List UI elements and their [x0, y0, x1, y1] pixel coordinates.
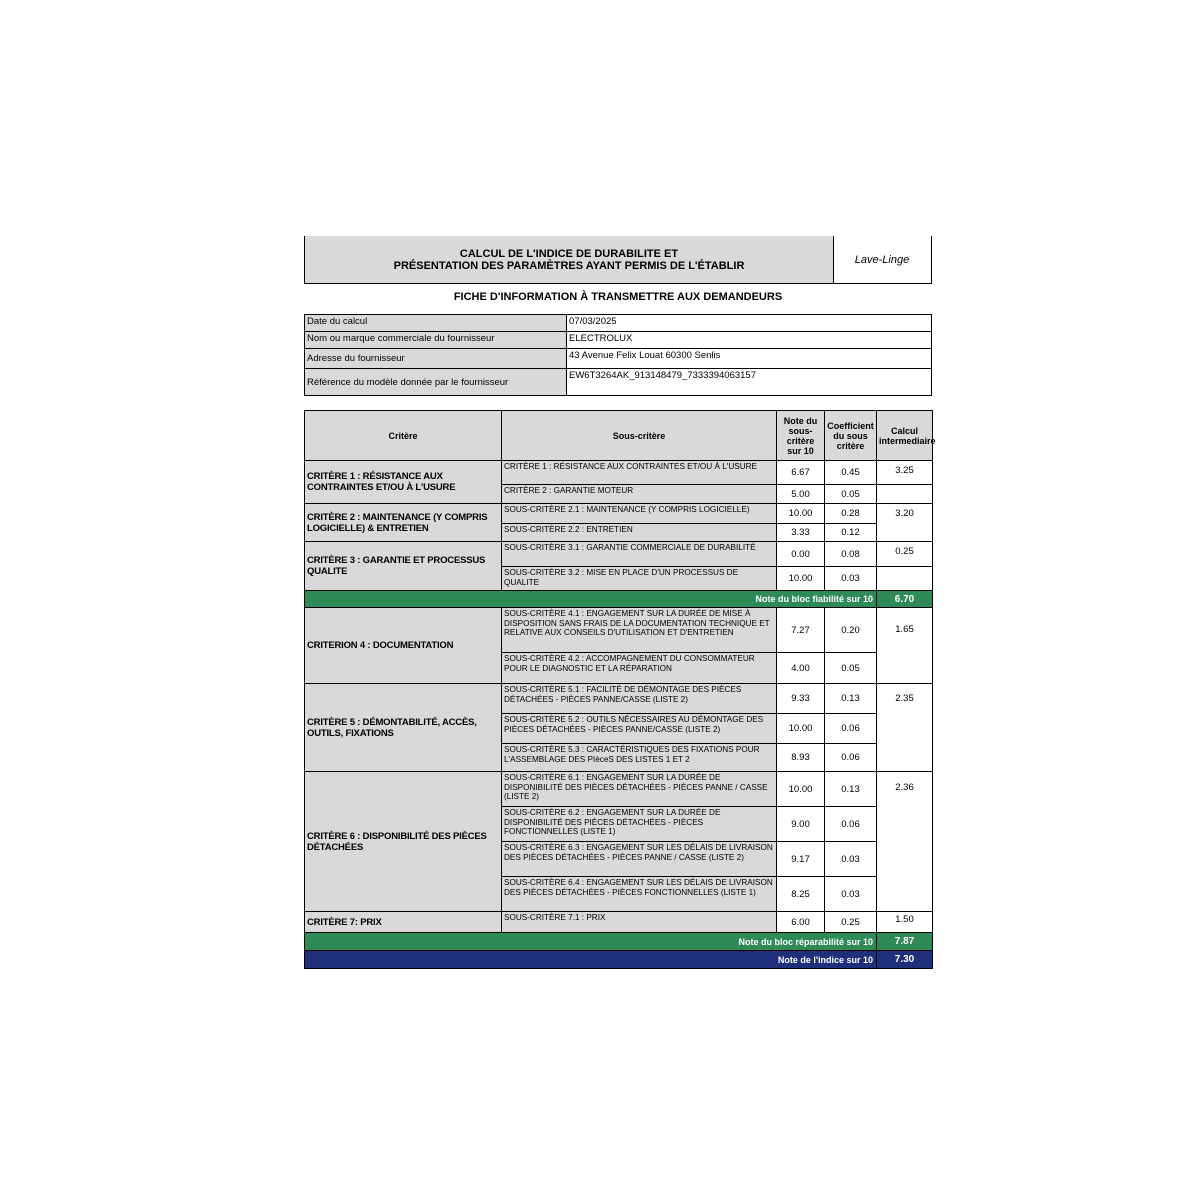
criterion-label: CRITÈRE 6 : DISPONIBILITÉ DES PIÈCES DÉTACHÉES	[305, 772, 502, 912]
subcriterion-coef: 0.45	[825, 461, 877, 485]
criterion-label: CRITÈRE 1 : RÉSISTANCE AUX CONTRAINTES ET/OU À L'USURE	[305, 461, 502, 504]
subcriterion-coef: 0.13	[825, 684, 877, 714]
subcriterion-label: SOUS-CRITÈRE 2.1 : MAINTENANCE (Y COMPRIS LOGICIELLE)	[502, 504, 777, 524]
subcriterion-note: 7.27	[777, 608, 825, 653]
criterion-label: CRITÈRE 5 : DÉMONTABILITÉ, ACCÈS, OUTILS, FIXATIONS	[305, 684, 502, 772]
subcriterion-coef: 0.06	[825, 744, 877, 772]
title-line-2: PRÉSENTATION DES PARAMÈTRES AYANT PERMIS DE L'ÉTABLIR	[393, 259, 745, 272]
indice-row	[305, 951, 933, 969]
bloc-fiabilite-row	[305, 591, 933, 608]
subcriterion-label: SOUS-CRITÈRE 3.1 : GARANTIE COMMERCIALE DE DURABILITÉ	[502, 542, 777, 567]
subcriterion-coef: 0.28	[825, 504, 877, 524]
info-label: Référence du modèle donnée par le fournisseur	[305, 369, 567, 396]
subcriterion-coef: 0.25	[825, 912, 877, 933]
criterion-calc: 0.25	[877, 542, 933, 567]
info-value: ELECTROLUX	[567, 332, 932, 349]
subcriterion-coef: 0.05	[825, 653, 877, 684]
subcriterion-coef: 0.05	[825, 485, 877, 504]
criterion-label: CRITERION 4 : DOCUMENTATION	[305, 608, 502, 684]
subcriterion-note: 9.33	[777, 684, 825, 714]
table-row	[305, 772, 933, 807]
table-row	[305, 912, 933, 933]
subcriterion-note: 5.00	[777, 485, 825, 504]
subcriterion-label: SOUS-CRITÈRE 5.1 : FACILITÉ DE DÉMONTAGE DES PIÈCES DÉTACHÉES - PIÈCES PANNE/CASSE (LISTE 2)	[502, 684, 777, 714]
subcriterion-coef: 0.06	[825, 807, 877, 842]
subcriterion-label: SOUS-CRITÈRE 6.4 : ENGAGEMENT SUR LES DÉLAIS DE LIVRAISON DES PIÈCES DÉTACHÉES - PIÈCES FONCTIONNELLES (LISTE 1)	[502, 877, 777, 912]
subcriterion-label: SOUS-CRITÈRE 6.3 : ENGAGEMENT SUR LES DÉLAIS DE LIVRAISON DES PIÈCES DÉTACHÉES - PIÈCES PANNE / CASSE (LISTE 2)	[502, 842, 777, 877]
criterion-calc: 2.35	[877, 684, 933, 772]
calc-empty	[877, 485, 933, 504]
criterion-label: CRITÈRE 2 : MAINTENANCE (Y COMPRIS LOGICIELLE) & ENTRETIEN	[305, 504, 502, 542]
info-value: EW6T3264AK_913148479_7333394063157	[567, 369, 932, 396]
subcriterion-coef: 0.08	[825, 542, 877, 567]
subcriterion-note: 4.00	[777, 653, 825, 684]
table-row	[305, 684, 933, 714]
subcriterion-label: SOUS-CRITÈRE 7.1 : PRIX	[502, 912, 777, 933]
subcriterion-label: SOUS-CRITÈRE 6.1 : ENGAGEMENT SUR LA DURÉE DE DISPONIBILITÉ DES PIÈCES DÉTACHÉES - PIÈCES PANNE / CASSE (LISTE 2)	[502, 772, 777, 807]
col-sous-critere: Sous-critère	[502, 411, 777, 461]
col-note: Note du sous-critère sur 10	[777, 411, 825, 461]
subcriterion-label: SOUS-CRITÈRE 5.2 : OUTILS NÉCESSAIRES AU DÉMONTAGE DES PIÈCES DÉTACHÉES - PIÈCES PANNE/CASSE (LISTE 2)	[502, 714, 777, 744]
info-value: 43 Avenue Felix Louat 60300 Senlis	[567, 349, 932, 369]
table-row	[305, 542, 933, 567]
subcriterion-coef: 0.13	[825, 772, 877, 807]
info-label: Nom ou marque commerciale du fournisseur	[305, 332, 567, 349]
col-calc: Calcul intermediaire	[877, 411, 933, 461]
subcriterion-note: 3.33	[777, 524, 825, 542]
subcriterion-label: SOUS-CRITÈRE 2.2 : ENTRETIEN	[502, 524, 777, 542]
subcriterion-note: 8.93	[777, 744, 825, 772]
subcriterion-label: SOUS-CRITÈRE 4.1 : ENGAGEMENT SUR LA DURÉE DE MISE À DISPOSITION SANS FRAIS DE LA DOCUMENTATION TECHNIQUE ET RELATIVE AUX CONSEILS D'UTILISATION ET D'ENTRETIEN	[502, 608, 777, 653]
info-value: 07/03/2025	[567, 315, 932, 332]
info-row	[305, 369, 932, 396]
criterion-calc: 3.25	[877, 461, 933, 485]
subcriterion-coef: 0.06	[825, 714, 877, 744]
subcriterion-coef: 0.03	[825, 842, 877, 877]
subcriterion-note: 10.00	[777, 772, 825, 807]
header	[304, 236, 932, 284]
bloc-reparabilite-value: 7.87	[877, 933, 933, 951]
subcriterion-note: 8.25	[777, 877, 825, 912]
calc-empty	[877, 567, 933, 591]
subcriterion-note: 10.00	[777, 714, 825, 744]
info-table	[304, 314, 932, 396]
product-type: Lave-Linge	[833, 236, 932, 284]
info-label: Adresse du fournisseur	[305, 349, 567, 369]
criterion-label: CRITÈRE 3 : GARANTIE ET PROCESSUS QUALITE	[305, 542, 502, 591]
info-row	[305, 315, 932, 332]
header-row	[305, 411, 933, 461]
criterion-calc: 3.20	[877, 504, 933, 542]
subcriterion-note: 9.17	[777, 842, 825, 877]
bloc-reparabilite-label: Note du bloc réparabilité sur 10	[305, 933, 877, 951]
subtitle: FICHE D'INFORMATION À TRANSMETTRE AUX DEMANDEURS	[453, 291, 783, 303]
subcriterion-label: SOUS-CRITÈRE 5.3 : CARACTÉRISTIQUES DES FIXATIONS POUR L'ASSEMBLAGE DES PIèceS DES LISTES 1 ET 2	[502, 744, 777, 772]
subcriterion-note: 6.67	[777, 461, 825, 485]
info-label: Date du calcul	[305, 315, 567, 332]
subcriterion-note: 10.00	[777, 504, 825, 524]
bloc-reparabilite-row	[305, 933, 933, 951]
info-row	[305, 332, 932, 349]
table-row	[305, 504, 933, 524]
subcriterion-note: 6.00	[777, 912, 825, 933]
criterion-calc: 1.65	[877, 608, 933, 684]
subcriterion-label: CRITÈRE 1 : RÉSISTANCE AUX CONTRAINTES ET/OU À L'USURE	[502, 461, 777, 485]
criterion-calc: 2.36	[877, 772, 933, 912]
header-title	[304, 236, 834, 284]
subcriterion-label: SOUS-CRITÈRE 6.2 : ENGAGEMENT SUR LA DURÉE DE DISPONIBILITÉ DES PIÈCES DÉTACHÉES - PIÈCES FONCTIONNELLES (LISTE 1)	[502, 807, 777, 842]
table-row	[305, 608, 933, 653]
info-row	[305, 349, 932, 369]
col-coef: Coefficient du sous critère	[825, 411, 877, 461]
bloc-fiabilite-label: Note du bloc fiabilité sur 10	[305, 591, 877, 608]
bloc-fiabilite-value: 6.70	[877, 591, 933, 608]
indice-value: 7.30	[877, 951, 933, 969]
criteria-table	[304, 410, 936, 969]
subcriterion-coef: 0.03	[825, 877, 877, 912]
subcriterion-label: SOUS-CRITÈRE 4.2 : ACCOMPAGNEMENT DU CONSOMMATEUR POUR LE DIAGNOSTIC ET LA RÉPARATION	[502, 653, 777, 684]
subcriterion-coef: 0.12	[825, 524, 877, 542]
subcriterion-coef: 0.03	[825, 567, 877, 591]
col-critere: Critère	[305, 411, 502, 461]
subcriterion-coef: 0.20	[825, 608, 877, 653]
title-line-1: CALCUL DE L'INDICE DE DURABILITE ET	[459, 247, 679, 260]
subcriterion-label: SOUS-CRITÈRE 3.2 : MISE EN PLACE D'UN PROCESSUS DE QUALITE	[502, 567, 777, 591]
criterion-calc: 1.50	[877, 912, 933, 933]
subcriterion-note: 9.00	[777, 807, 825, 842]
criterion-label: CRITÈRE 7: PRIX	[305, 912, 502, 933]
indice-label: Note de l'indice sur 10	[305, 951, 877, 969]
subcriterion-note: 10.00	[777, 567, 825, 591]
subcriterion-label: CRITÈRE 2 : GARANTIE MOTEUR	[502, 485, 777, 504]
subcriterion-note: 0.00	[777, 542, 825, 567]
table-row	[305, 461, 933, 485]
